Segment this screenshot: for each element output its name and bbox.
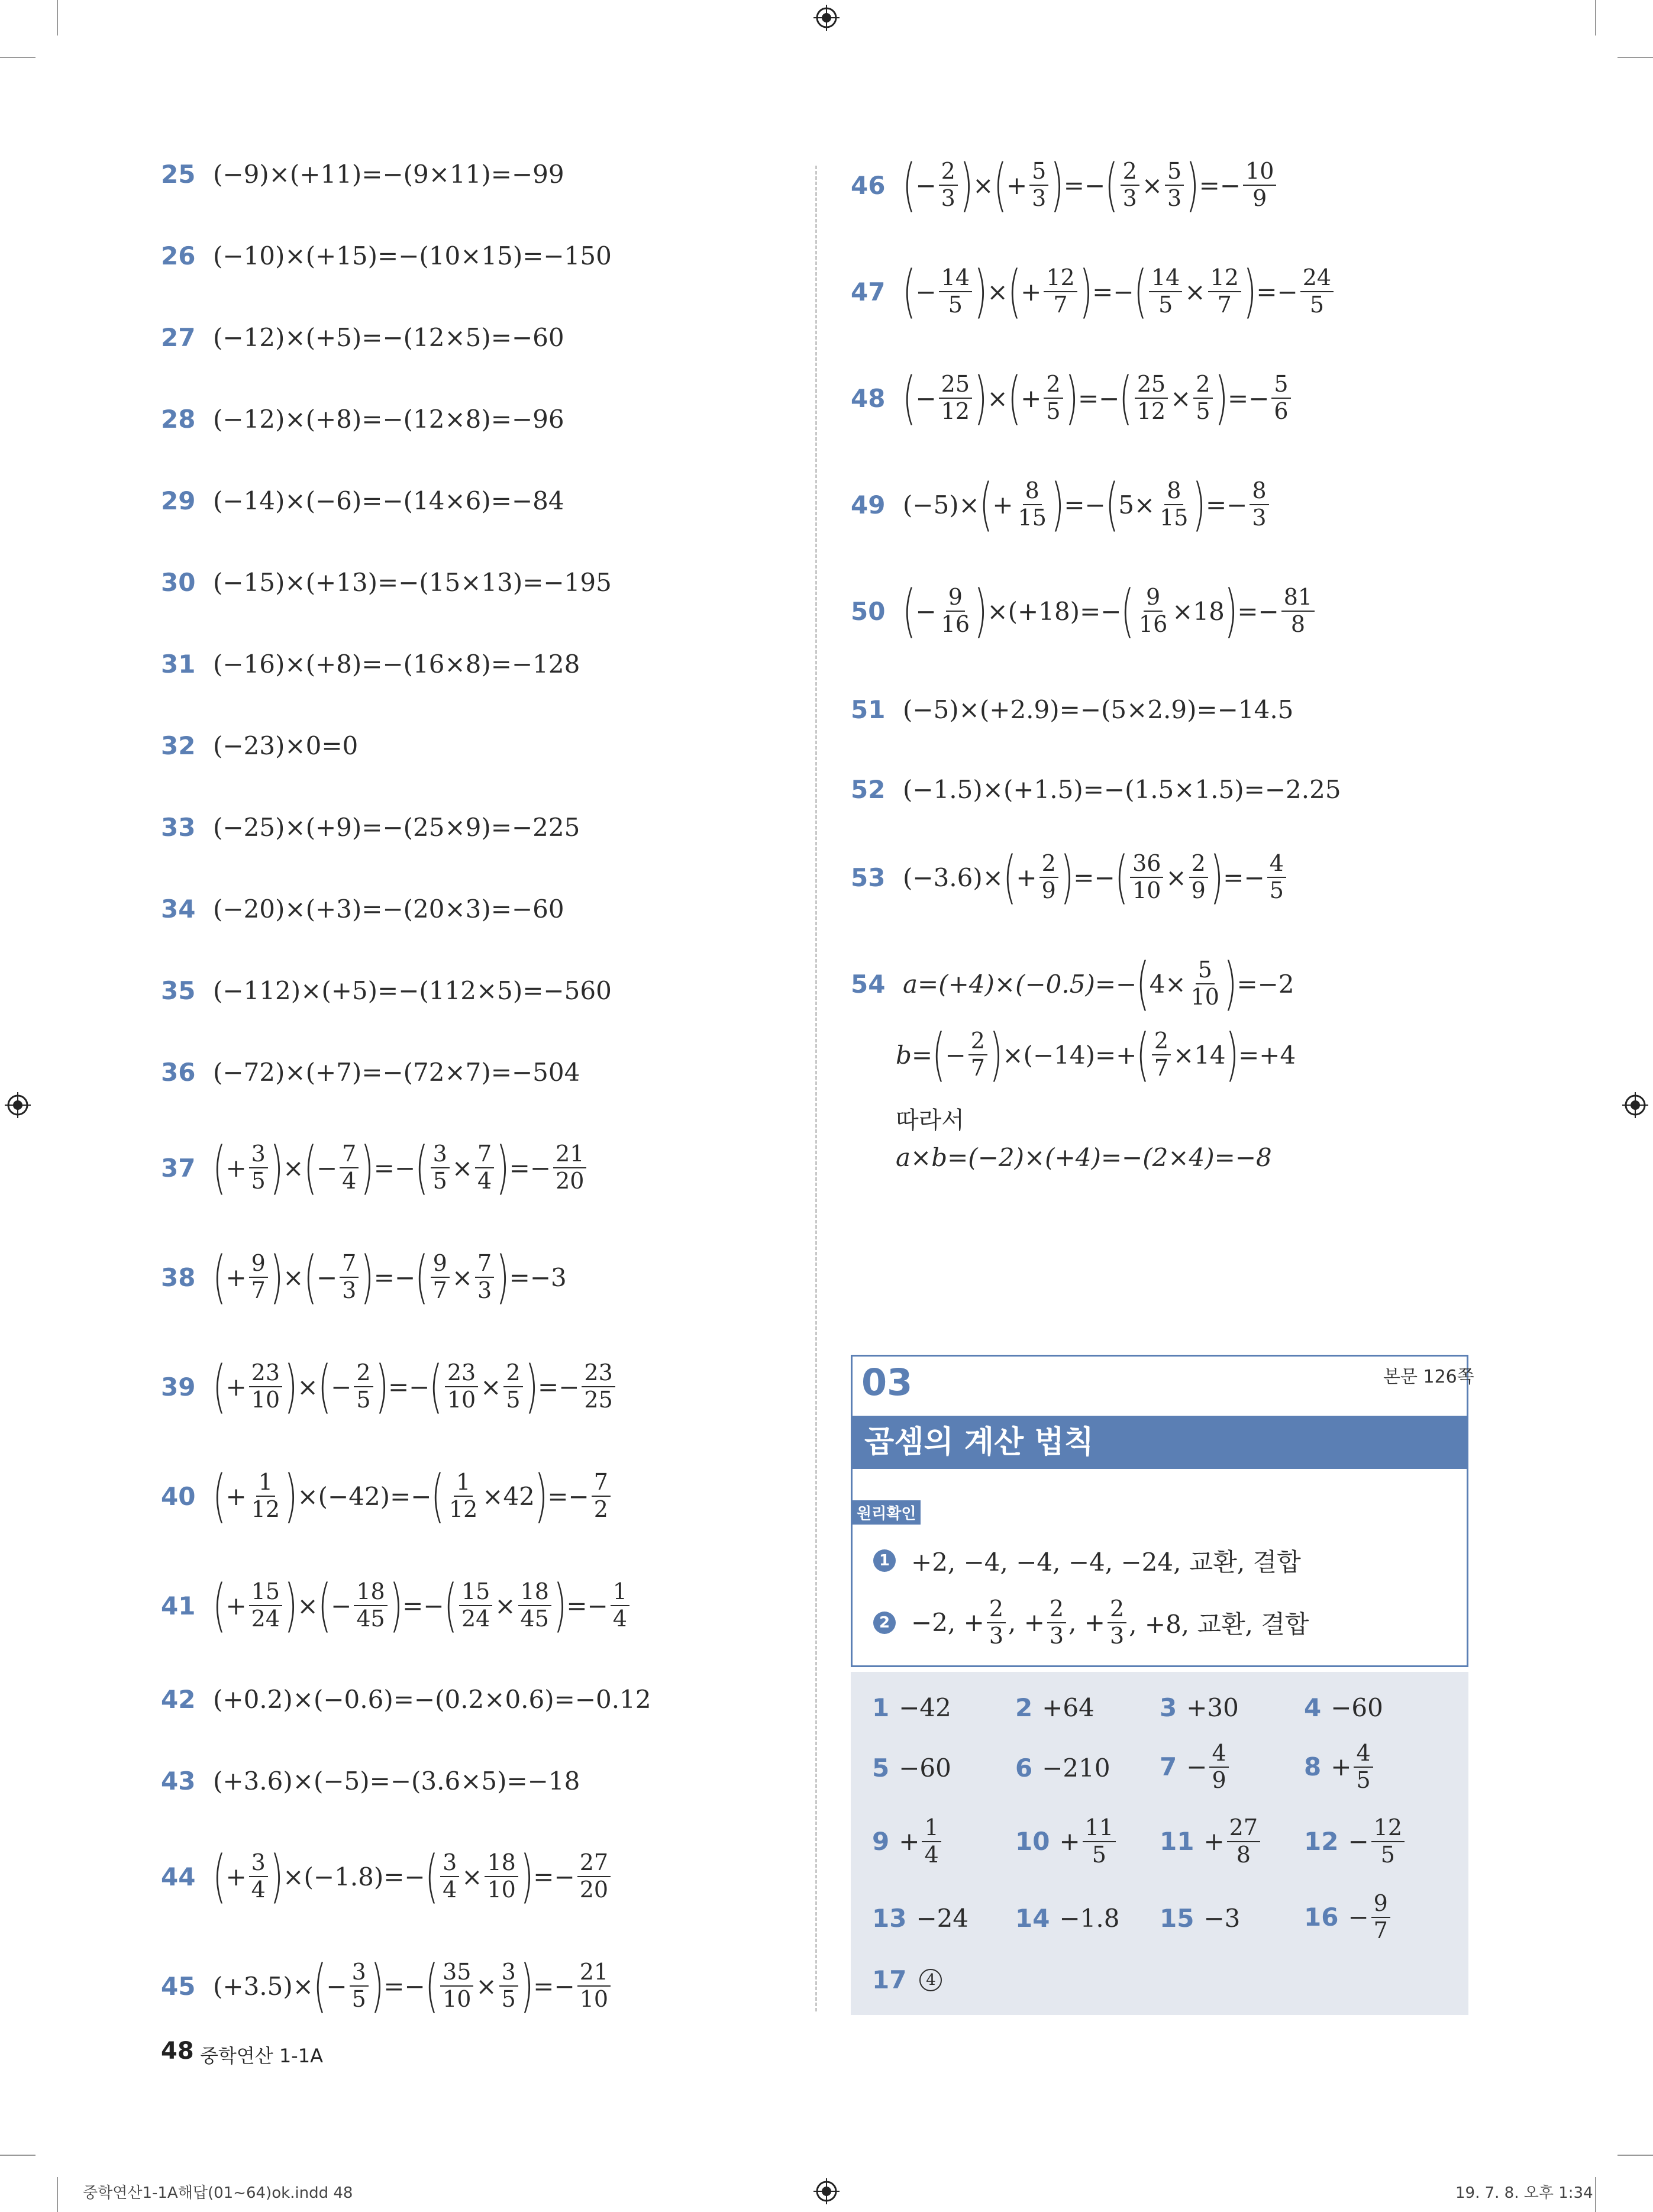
problem-number: 32: [161, 731, 196, 760]
problem-42: [161, 1685, 651, 1714]
problem-54: [851, 951, 1294, 1017]
problem-solution: (−14)×(−6)=−(14×6)=−84: [213, 486, 564, 515]
answer-value: −42: [899, 1693, 951, 1722]
answer-value: +64: [1042, 1693, 1095, 1722]
problem-number: 40: [161, 1481, 196, 1511]
problem-solution: ( − $\frac{25}{12}$ ) × ( + $\frac{2}{5}$ ) =− ( $\frac{25}{12}$ × $\frac{2}{5}$ ) =− $\frac{5}{6}$: [903, 370, 1293, 427]
problem-number: 46: [851, 170, 886, 200]
answer-4: [1304, 1693, 1383, 1722]
problem-solution: (−9)×(+11)=−(9×11)=−99: [213, 160, 564, 189]
problem-26: [161, 241, 612, 270]
problem-54-line-b: [896, 1022, 1296, 1088]
problem-solution: (−112)×(+5)=−(112×5)=−560: [213, 976, 612, 1005]
crop-mark: [1595, 0, 1596, 35]
problem-solution: ( + $\frac{9}{7}$ ) × ( − $\frac{7}{3}$ ) =− ( $\frac{9}{7}$ × $\frac{7}{3}$ ) =−3: [212, 1244, 567, 1310]
problem-39: [161, 1354, 618, 1420]
answer-14: [1015, 1904, 1119, 1933]
answer-6: [1015, 1754, 1110, 1782]
registration-mark-icon: [1622, 1092, 1648, 1118]
answer-number: 12: [1304, 1827, 1339, 1856]
answer-number: 16: [1304, 1903, 1339, 1932]
section-page-ref: 본문 126쪽: [1383, 1367, 1474, 1387]
answer-value: −1.8: [1059, 1904, 1120, 1933]
crop-mark: [57, 0, 58, 35]
problem-number: 25: [161, 160, 196, 189]
problem-number: 30: [161, 568, 196, 597]
problem-50: [851, 578, 1317, 644]
answer-value: −210: [1042, 1754, 1110, 1782]
expr-b-label: b=: [896, 1040, 933, 1070]
registration-mark-icon: [813, 2178, 840, 2204]
problem-49: [851, 472, 1271, 538]
answer-number: 14: [1015, 1904, 1050, 1933]
problem-number: 39: [161, 1372, 196, 1402]
column-divider: [815, 166, 817, 2011]
check-2-text: −2, + $\frac{2}{3}$ , + $\frac{2}{3}$ , + $\frac{2}{3}$ , +8, 교환, 결합: [911, 1596, 1309, 1649]
problem-solution: (−5)× ( + $\frac{8}{15}$ ) =− ( 5× $\frac{8}{15}$ ) =− $\frac{8}{3}$: [903, 476, 1271, 533]
problem-solution: ( − $\frac{14}{5}$ ) × ( + $\frac{12}{7}$ ) =− ( $\frac{14}{5}$ × $\frac{12}{7}$ ) =− $\frac{24}{5}$: [903, 263, 1336, 320]
problem-solution: (−15)×(+13)=−(15×13)=−195: [213, 568, 612, 597]
problem-44: [161, 1843, 613, 1910]
principle-check-1: [873, 1543, 1301, 1578]
problem-number: 31: [161, 650, 196, 679]
answer-value: −60: [1331, 1693, 1383, 1722]
problem-solution: ( + $\frac{3}{4}$ ) ×(−1.8)=− ( $\frac{3}{4}$ × $\frac{18}{10}$ ) =− $\frac{27}{20}$: [213, 1848, 613, 1905]
answer-value: −3: [1203, 1904, 1241, 1933]
expr-b-result: =+4: [1238, 1040, 1296, 1070]
problem-47: [851, 259, 1336, 325]
problem-solution: ( − $\frac{2}{3}$ ) × ( + $\frac{5}{3}$ ) =− ( $\frac{2}{3}$ × $\frac{5}{3}$ ) =− $\frac{10}{9}$: [903, 157, 1279, 214]
expr-product: a×b=(−2)×(+4)=−(2×4)=−8: [896, 1143, 1272, 1172]
problem-number: 36: [161, 1058, 196, 1087]
registration-mark-icon: [813, 5, 840, 31]
problem-number: 38: [161, 1262, 196, 1292]
problem-46: [851, 152, 1279, 218]
principle-check-2: [873, 1597, 1309, 1648]
answer-number: 4: [1304, 1693, 1322, 1722]
answer-16: 16 − $\frac{9}{7}$: [1304, 1892, 1393, 1943]
problem-solution: (−5)×(+2.9)=−(5×2.9)=−14.5: [903, 695, 1294, 724]
problem-number: 41: [161, 1591, 196, 1620]
answer-number: 6: [1015, 1754, 1033, 1782]
problem-solution: ( + $\frac{3}{5}$ ) × ( − $\frac{7}{4}$ ) =− ( $\frac{3}{5}$ × $\frac{7}{4}$ ) =− $\frac{21}{20}$: [213, 1139, 589, 1196]
problem-solution: (−23)×0=0: [213, 731, 359, 760]
problem-41: [161, 1572, 632, 1639]
problem-solution: (−12)×(+5)=−(12×5)=−60: [213, 323, 564, 352]
crop-mark: [0, 57, 35, 58]
answer-17: [872, 1965, 942, 1994]
problem-solution: (−16)×(+8)=−(16×8)=−128: [213, 650, 580, 679]
principle-check-label: 원리확인: [852, 1500, 921, 1525]
problem-45: [161, 1953, 613, 2019]
answer-number: 8: [1304, 1752, 1322, 1782]
problem-solution: (−72)×(+7)=−(72×7)=−504: [213, 1058, 580, 1087]
problem-38: [161, 1244, 567, 1310]
problem-solution: (+0.2)×(−0.6)=−(0.2×0.6)=−0.12: [213, 1685, 651, 1714]
registration-mark-icon: [5, 1092, 31, 1118]
problem-solution: (+3.6)×(−5)=−(3.6×5)=−18: [213, 1767, 580, 1796]
problem-solution-line: b= ( − $\frac{2}{7}$ ) ×(−14)=+ ( $\frac{2}{7}$ ×14 ) =+4: [896, 1022, 1296, 1088]
problem-number: 28: [161, 405, 196, 434]
answer-sign: −: [1348, 1827, 1369, 1856]
section-title: 곱셈의 계산 법칙: [853, 1416, 1467, 1469]
answer-number: 10: [1015, 1827, 1050, 1856]
problem-number: 50: [851, 596, 886, 626]
problem-36: [161, 1058, 580, 1087]
problem-48: [851, 365, 1293, 431]
problem-number: 42: [161, 1685, 196, 1714]
circled-answer: 4: [919, 1969, 942, 1991]
answer-number: 5: [872, 1754, 890, 1782]
print-stamp: 19. 7. 8. 오후 1:34: [1455, 2184, 1593, 2202]
answer-3: [1160, 1693, 1239, 1722]
problem-27: [161, 323, 564, 352]
problem-34: [161, 895, 564, 923]
crop-mark: [1595, 2177, 1596, 2212]
answer-number: 17: [872, 1965, 907, 1994]
answer-9: 9 + $\frac{1}{4}$: [872, 1816, 944, 1867]
problem-solution: ( − $\frac{9}{16}$ ) ×(+18)=− ( $\frac{9}{16}$ ×18 ) =− $\frac{81}{8}$: [903, 583, 1317, 640]
problem-number: 52: [851, 775, 886, 804]
circled-number-icon: 1: [873, 1549, 896, 1572]
problem-solution: (−12)×(+8)=−(12×8)=−96: [213, 405, 564, 434]
answer-sign: −: [1186, 1752, 1208, 1782]
answer-15: [1160, 1904, 1240, 1933]
problem-number: 37: [161, 1153, 196, 1183]
problem-number: 29: [161, 486, 196, 515]
circled-number-icon: 2: [873, 1612, 896, 1634]
problem-37: [161, 1135, 589, 1201]
answer-11: 11 + $\frac{27}{8}$: [1160, 1816, 1263, 1867]
problem-solution: ( + $\frac{23}{10}$ ) × ( − $\frac{2}{5}$ ) =− ( $\frac{23}{10}$ × $\frac{2}{5}$ ) =− $\frac{23}{25}$: [213, 1358, 618, 1415]
answer-value: +30: [1186, 1693, 1239, 1722]
problem-solution: (−1.5)×(+1.5)=−(1.5×1.5)=−2.25: [903, 775, 1341, 804]
problem-number: 33: [161, 813, 196, 842]
crop-mark: [1618, 2155, 1653, 2156]
problem-25: [161, 160, 564, 189]
problem-29: [161, 486, 564, 515]
problem-51: [851, 695, 1293, 724]
problem-solution: (+3.5)× ( − $\frac{3}{5}$ ) =− ( $\frac{35}{10}$ × $\frac{3}{5}$ ) =− $\frac{21}{10}$: [213, 1958, 613, 2014]
crop-mark: [0, 2155, 35, 2156]
problem-33: [161, 813, 580, 842]
expr-b-mid: ×(−14)=+: [1002, 1040, 1137, 1070]
answer-sign: −: [1348, 1903, 1369, 1932]
answer-sign: +: [899, 1827, 920, 1856]
answer-sign: +: [1059, 1827, 1080, 1856]
answer-1: [872, 1693, 951, 1722]
section-number: 03: [861, 1361, 913, 1404]
problem-28: [161, 405, 564, 434]
problem-53: [851, 844, 1289, 910]
expr-a-result: =−2: [1236, 969, 1294, 999]
answer-number: 15: [1160, 1904, 1194, 1933]
answer-number: 1: [872, 1693, 890, 1722]
therefore-text: 따라서: [896, 1107, 964, 1134]
answer-10: 10 + $\frac{11}{5}$: [1015, 1816, 1118, 1867]
answer-5: [872, 1754, 951, 1782]
answer-value: −24: [916, 1904, 969, 1933]
problem-number: 54: [851, 969, 886, 999]
answer-number: 9: [872, 1827, 890, 1856]
problem-solution: (−3.6)× ( + $\frac{2}{9}$ ) =− ( $\frac{36}{10}$ × $\frac{2}{9}$ ) =− $\frac{4}{5}$: [903, 849, 1289, 906]
problem-solution-line: a=(+4)×(−0.5)=− ( 4× $\frac{5}{10}$ ) =−2: [903, 951, 1294, 1017]
page-number: 48: [161, 2037, 194, 2065]
answer-sign: +: [1331, 1752, 1352, 1782]
problem-52: [851, 775, 1341, 804]
answer-number: 2: [1015, 1693, 1033, 1722]
problem-solution: (−20)×(+3)=−(20×3)=−60: [213, 895, 564, 923]
book-title: 중학연산 1-1A: [200, 2045, 323, 2067]
problem-32: [161, 731, 358, 760]
problem-solution: (−10)×(+15)=−(10×15)=−150: [213, 241, 612, 270]
answer-number: 7: [1160, 1752, 1177, 1782]
problem-number: 47: [851, 277, 886, 306]
problem-number: 44: [161, 1862, 196, 1891]
problem-number: 35: [161, 976, 196, 1005]
problem-number: 49: [851, 490, 886, 519]
answer-sign: +: [1203, 1827, 1225, 1856]
answer-2: [1015, 1693, 1095, 1722]
answer-value: −60: [899, 1754, 951, 1782]
file-slug: 중학연산1-1A해답(01~64)ok.indd 48: [83, 2184, 353, 2202]
answer-8: 8 + $\frac{4}{5}$: [1304, 1742, 1376, 1793]
check-2-start: −2, +: [911, 1608, 984, 1638]
problem-40: [161, 1463, 613, 1529]
answer-13: [872, 1904, 968, 1933]
problem-43: [161, 1767, 580, 1796]
problem-35: [161, 976, 612, 1005]
problem-number: 53: [851, 863, 886, 892]
expr-a: a=(+4)×(−0.5)=−: [903, 969, 1137, 999]
problem-solution: ( + $\frac{1}{12}$ ) ×(−42)=− ( $\frac{1}{12}$ ×42 ) =− $\frac{7}{2}$: [213, 1468, 613, 1525]
problem-number: 34: [161, 895, 196, 923]
problem-31: [161, 650, 580, 679]
problem-number: 45: [161, 1971, 196, 2001]
problem-54-product: [896, 1143, 1272, 1172]
problem-number: 51: [851, 695, 886, 724]
problem-solution: (−25)×(+9)=−(25×9)=−225: [213, 813, 580, 842]
problem-number: 26: [161, 241, 196, 270]
problem-number: 27: [161, 323, 196, 352]
crop-mark: [57, 2177, 58, 2212]
answer-7: 7 − $\frac{4}{9}$: [1160, 1742, 1231, 1793]
problem-number: 48: [851, 383, 886, 413]
answer-number: 3: [1160, 1693, 1177, 1722]
answer-12: 12 − $\frac{12}{5}$: [1304, 1816, 1407, 1867]
check-2-end: , +8, 교환, 결합: [1129, 1609, 1309, 1639]
problem-number: 43: [161, 1767, 196, 1796]
answer-number: 11: [1160, 1827, 1194, 1856]
problem-30: [161, 568, 612, 597]
problem-solution: ( + $\frac{15}{24}$ ) × ( − $\frac{18}{45}$ ) =− ( $\frac{15}{24}$ × $\frac{18}{45}$ ) =− $\frac{1}{4}$: [213, 1577, 632, 1634]
crop-mark: [1618, 57, 1653, 58]
answer-number: 13: [872, 1904, 907, 1933]
check-1-text: +2, −4, −4, −4, −24, 교환, 결합: [911, 1548, 1301, 1577]
